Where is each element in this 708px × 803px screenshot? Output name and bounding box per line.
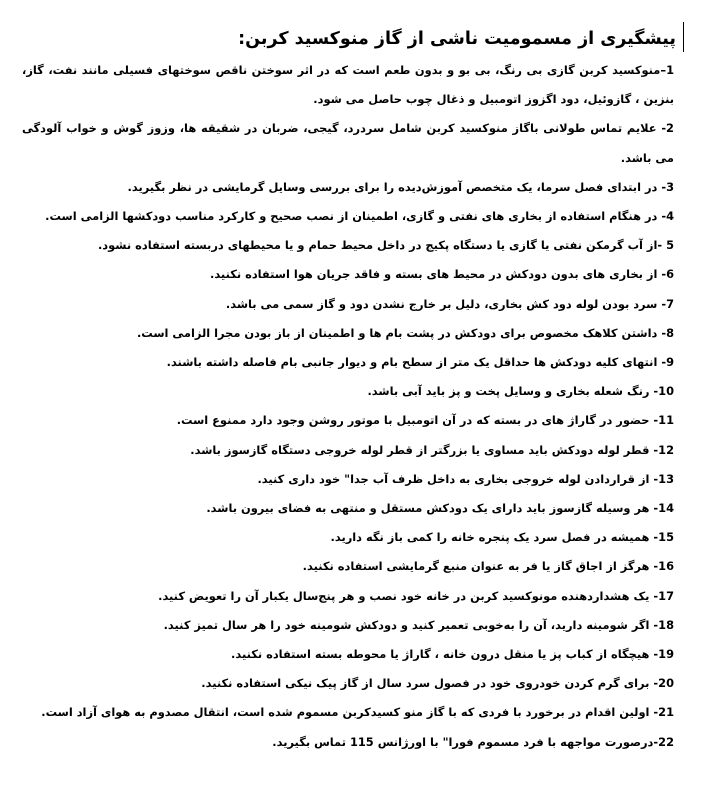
tip-item xyxy=(22,260,684,289)
tip-number: 14 xyxy=(658,501,674,516)
tip-number: 10 xyxy=(658,384,674,399)
tip-number: 7 xyxy=(666,296,674,311)
tip-separator: - xyxy=(657,238,667,253)
tip-separator: - xyxy=(649,617,659,632)
tip-text: درصورت مواجهه با فرد مسموم فورا" با اورژانس 115 تماس بگیرید. xyxy=(272,734,654,749)
tip-number: 16 xyxy=(658,559,674,574)
tip-number: 2 xyxy=(666,121,674,136)
tip-separator: - xyxy=(649,588,659,603)
tip-text: قطر لوله دودکش باید مساوی یا بزرگتر از قطر لوله خروجی دستگاه گازسوز باشد. xyxy=(190,442,650,457)
tip-separator: - xyxy=(657,209,667,224)
tip-item xyxy=(22,406,684,435)
tip-separator: - xyxy=(656,121,667,136)
tip-text: اگر شومینه دارید، آن را به‌خوبی تعمیر کنید و دودکش شومینه خود را هر سال تمیز کنید. xyxy=(163,617,650,632)
tip-item xyxy=(22,377,684,406)
tip-number: 13 xyxy=(658,471,674,486)
tip-item xyxy=(22,552,684,581)
tip-separator: - xyxy=(657,355,667,370)
tip-number: 6 xyxy=(666,267,674,282)
tip-text: در هنگام استفاده از بخاری های نفتی و گازی، اطمینان از نصب صحیح و کارکرد مناسب دودکشها الزامی است. xyxy=(45,209,658,224)
tip-text: برای گرم کردن خودروی خود در فصول سرد سال از گاز پیک نیکی استفاده نکنید. xyxy=(201,676,650,691)
tip-item xyxy=(22,436,684,465)
tip-separator: – xyxy=(660,63,667,77)
tip-separator: - xyxy=(657,267,667,282)
tip-item xyxy=(22,114,684,172)
tip-separator: - xyxy=(657,325,667,340)
tip-number: 21 xyxy=(658,705,674,720)
tip-item xyxy=(22,728,684,757)
tip-number: 9 xyxy=(666,355,674,370)
tip-item xyxy=(22,523,684,552)
tip-text: علایم تماس طولانی باگاز منوکسید کربن شامل سردرد، گیجی، ضربان در شقیقه ها، وزوز گوش و خواب آلودگی می باشد. xyxy=(22,121,674,165)
tip-number: 15 xyxy=(658,530,674,545)
tip-separator: - xyxy=(649,647,659,662)
tip-separator: - xyxy=(657,296,667,311)
tip-separator: - xyxy=(649,530,659,545)
tip-text: همیشه در فصل سرد یک پنجره خانه را کمی باز نگه دارید. xyxy=(330,530,650,545)
tip-number: 18 xyxy=(658,617,674,632)
tip-number: 8 xyxy=(666,325,674,340)
tip-separator: - xyxy=(649,676,659,691)
tip-text: از بخاری های بدون دودکش در محیط های بسته و فاقد جریان هوا استفاده نکنید. xyxy=(210,267,658,282)
tip-text: حضور در گاراژ های در بسته که در آن اتومبیل با موتور روشن وجود دارد ممنوع است. xyxy=(176,413,650,428)
tip-text: انتهای کلیه دودکش ها حداقل یک متر از سطح بام و دیوار جانبی بام فاصله داشته باشند. xyxy=(166,355,658,370)
tip-item xyxy=(22,669,684,698)
tip-number: 20 xyxy=(658,676,674,691)
tip-item xyxy=(22,611,684,640)
tip-item xyxy=(22,173,684,202)
tip-separator: - xyxy=(649,559,659,574)
tip-number: 22 xyxy=(658,734,674,749)
tip-item xyxy=(22,348,684,377)
tip-separator: - xyxy=(649,442,659,457)
tip-number: 19 xyxy=(658,647,674,662)
tip-text: یک هشداردهنده مونوکسید کربن در خانه خود نصب و هر پنج‌سال یکبار آن را تعویض کنید. xyxy=(158,588,650,603)
tip-separator: - xyxy=(657,179,667,194)
tip-number: 11 xyxy=(658,413,674,428)
tip-item xyxy=(22,231,684,260)
tip-text: منوکسید کربن گازی بی رنگ، بی بو و بدون طعم است که در اثر سوختن ناقص سوختهای فسیلی مانند نفت، گاز، بنزین ، گازوئیل، دود اگزوز اتومبیل و ذغال چوب حاصل می شود. xyxy=(22,63,674,107)
tip-text: داشتن کلاهک مخصوص برای دودکش در پشت بام ها و اطمینان از باز بودن مجرا الزامی است. xyxy=(136,325,658,340)
tip-separator: - xyxy=(649,705,659,720)
tip-text: سرد بودن لوله دود کش بخاری، دلیل بر خارج نشدن دود و گاز سمی می باشد. xyxy=(225,296,658,311)
tip-item xyxy=(22,290,684,319)
tip-item xyxy=(22,698,684,727)
tip-text: هیچگاه از کباب پز یا منقل درون خانه ، گاراژ یا محوطه بسته استفاده نکنید. xyxy=(231,647,650,662)
tip-text: رنگ شعله بخاری و وسایل پخت و پز باید آبی باشد. xyxy=(367,384,650,399)
document-page xyxy=(22,24,684,757)
tip-separator: - xyxy=(649,384,659,399)
tip-number: 1 xyxy=(666,63,674,77)
document-title: پیشگیری از مسمومیت ناشی از گاز منوکسید کربن: xyxy=(238,29,676,49)
tip-text: هر وسیله گازسوز باید دارای یک دودکش مستقل و منتهی به فضای بیرون باشد. xyxy=(206,501,650,516)
tip-text: اولین اقدام در برخورد با فردی که با گاز منو کسیدکربن مسموم شده است، انتقال مصدوم به هوای آزاد است. xyxy=(41,705,650,720)
tip-number: 17 xyxy=(658,588,674,603)
tip-separator: - xyxy=(649,501,659,516)
tip-number: 12 xyxy=(658,442,674,457)
tip-number: 3 xyxy=(666,179,674,194)
tip-text: هرگز از اجاق گاز یا فر به عنوان منبع گرمایشی استفاده نکنید. xyxy=(302,559,650,574)
tip-text: از آب گرمکن نفتی یا گازی یا دستگاه پکیج در داخل محیط حمام و یا محیطهای دربسته استفاده نشود. xyxy=(97,238,658,253)
tip-separator: - xyxy=(649,413,659,428)
tip-text: در ابتدای فصل سرما، یک متخصص آموزش‌دیده را برای بررسی وسایل گرمایشی در نظر بگیرید. xyxy=(127,179,658,194)
tip-item xyxy=(22,202,684,231)
tip-item xyxy=(22,319,684,348)
tip-separator: - xyxy=(653,734,659,749)
tip-item xyxy=(22,465,684,494)
tip-separator: - xyxy=(649,471,659,486)
tip-number: 4 xyxy=(666,209,674,224)
tip-number: 5 xyxy=(666,238,674,253)
tip-item xyxy=(22,56,684,114)
prevention-tips-list xyxy=(22,56,684,757)
tip-item xyxy=(22,582,684,611)
tip-text: از قراردادن لوله خروجی بخاری به داخل ظرف آب جدا" خود داری کنید. xyxy=(257,471,650,486)
tip-item xyxy=(22,640,684,669)
tip-item xyxy=(22,494,684,523)
